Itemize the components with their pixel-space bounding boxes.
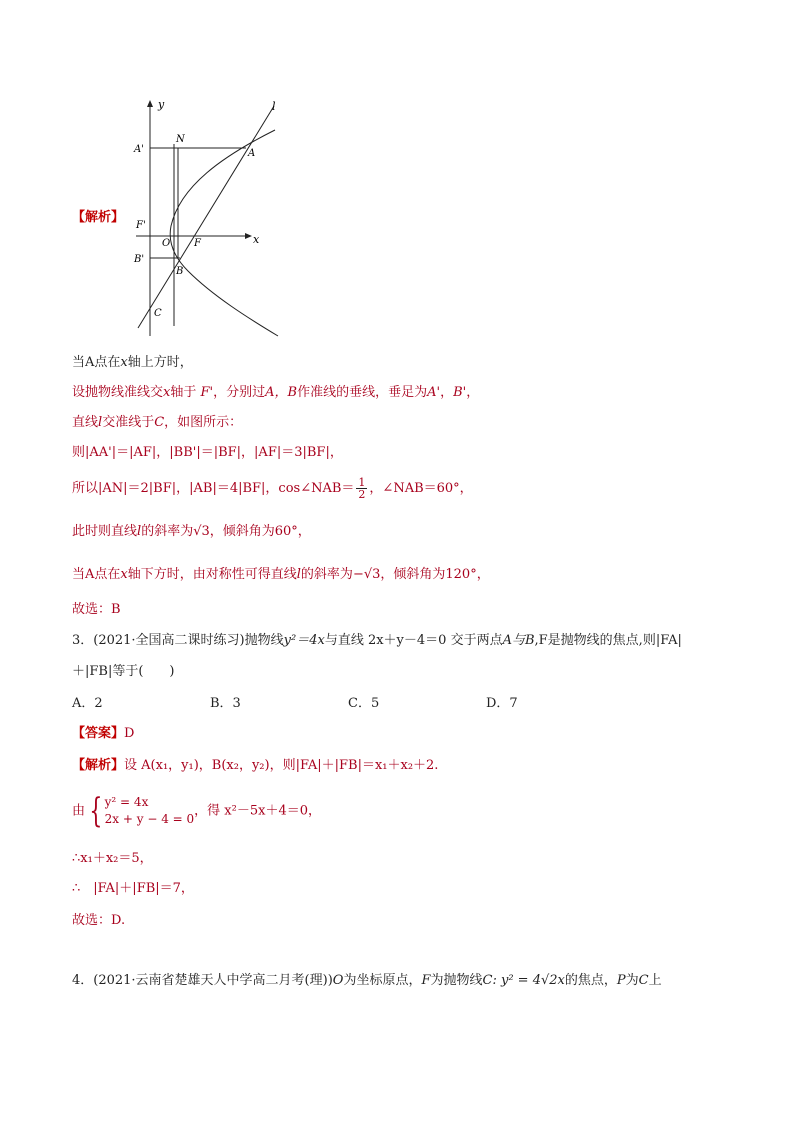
parabola-curve	[170, 130, 278, 336]
q3-result: ∴ |FA|＋|FB|＝7，	[72, 881, 194, 896]
analysis-label: 【解析】	[72, 210, 125, 225]
text-line-4: 则|AA'|＝|AF|，|BB'|＝|BF|，|AF|＝3|BF|，	[72, 445, 343, 460]
point-a-label: A	[248, 148, 256, 159]
line-l-label: l	[272, 100, 276, 113]
q3-stem-line-2: ＋|FB|等于( )	[72, 664, 175, 679]
point-b-prime-label: B'	[134, 254, 145, 265]
q3-sum: ∴x₁＋x₂＝5，	[72, 851, 153, 866]
q4-stem: 4．(2021·云南省楚雄天人中学高二月考(理))O为坐标原点，F为抛物线C: y² = 4√2x的焦点，P为C上	[72, 973, 662, 988]
text-line-8: 故选：B	[72, 602, 121, 617]
point-b-label: B	[176, 266, 184, 277]
choice-b: B．3	[210, 696, 241, 711]
choice-d: D．7	[486, 696, 518, 711]
x-axis-label: x	[253, 233, 260, 246]
point-f-label: F	[194, 238, 201, 249]
point-f-prime-label: F'	[136, 220, 146, 231]
q3-stem-line-1: 3．(2021·全国高二课时练习)抛物线y²＝4x与直线 2x＋y－4＝0 交于两点A与B,F是抛物线的焦点,则|FA|	[72, 633, 682, 648]
q3-choices	[72, 695, 624, 713]
choice-a: A．2	[72, 696, 103, 711]
choice-c: C．5	[348, 696, 380, 711]
q3-choice: 故选：D.	[72, 913, 126, 928]
text-line-3: 直线l交准线于C，如图所示：	[72, 415, 243, 430]
fraction-one-half: $\frac{1}{2}$	[358, 476, 366, 501]
y-axis-arrow	[147, 100, 153, 107]
system-brace: {	[89, 791, 103, 831]
text-line-6: 此时则直线l的斜率为√3，倾斜角为60°，	[72, 524, 311, 539]
point-o-label: O	[162, 238, 171, 249]
text-line-2: 设抛物线准线交x轴于 F'，分别过A，B作准线的垂线，垂足为A'，B'，	[72, 385, 480, 400]
parabola-figure	[128, 96, 308, 346]
point-a-prime-label: A'	[134, 144, 144, 155]
text-line-5: 所以|AN|＝2|BF|，|AB|＝4|BF|，cos∠NAB＝ $\frac{1}{2}$ ，∠NAB＝60°，	[72, 476, 473, 501]
point-c-label: C	[154, 308, 162, 319]
q3-equation-system: 由 { y² = 4x 2x + y − 4 = 0 ，得 x²－5x＋4＝0，	[72, 791, 321, 831]
text-line-7: 当A点在x轴下方时，由对称性可得直线l的斜率为−√3，倾斜角为120°，	[72, 567, 490, 582]
line-l	[138, 106, 274, 328]
x-axis-arrow	[245, 233, 252, 239]
q3-answer: 【答案】D	[72, 726, 135, 741]
text-line-1: 当A点在x轴上方时，	[72, 355, 193, 370]
point-n-label: N	[176, 134, 185, 145]
y-axis-label: y	[158, 98, 165, 111]
q3-solution-line-1: 【解析】设 A(x₁，y₁)，B(x₂，y₂)，则|FA|＋|FB|＝x₁＋x₂＋2.	[72, 758, 439, 773]
